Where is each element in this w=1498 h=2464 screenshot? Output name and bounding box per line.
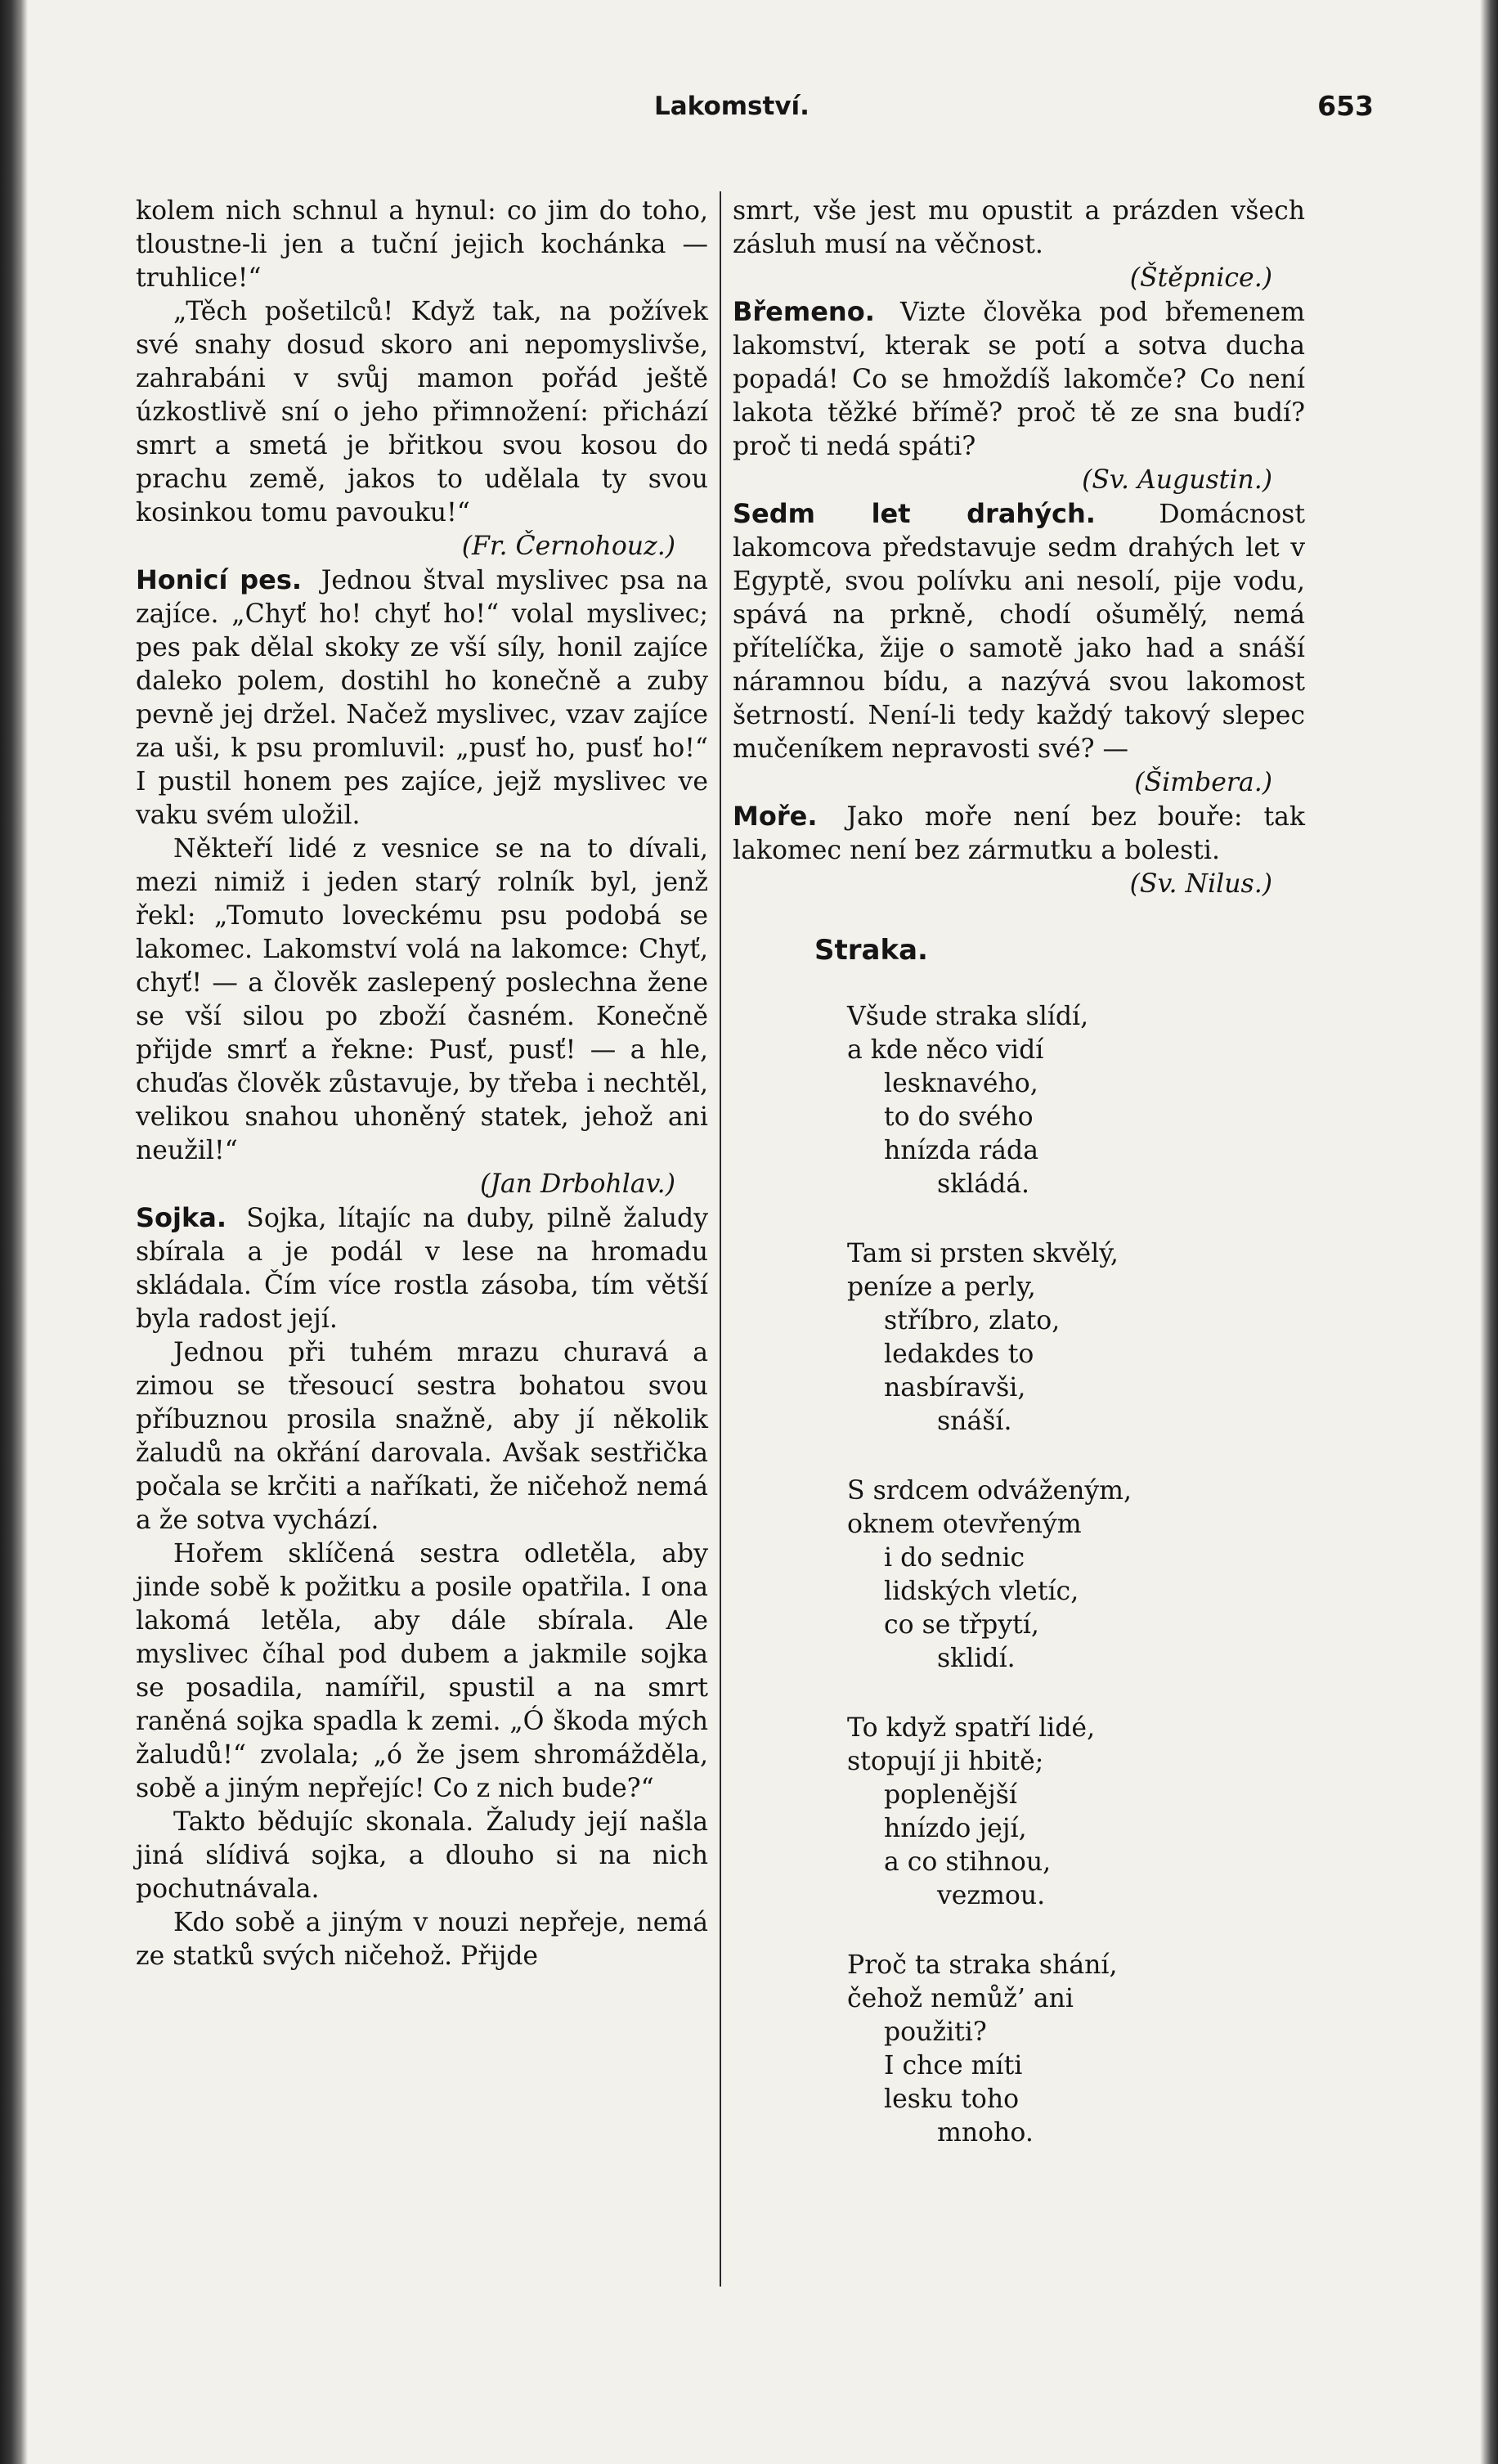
entry-heading: Sojka. [136, 1202, 227, 1233]
entry-paragraph [136, 563, 708, 833]
paragraph [136, 295, 708, 563]
entry-paragraph [136, 1201, 708, 1336]
attribution: (Šimbera.) [1134, 768, 1272, 797]
page-edge-shadow-left [0, 0, 28, 2464]
poem-stanza [847, 1237, 1305, 1438]
entry-paragraph [733, 295, 1305, 497]
poem-line: to do svého [884, 1102, 1034, 1132]
attribution: (Fr. Černohouz.) [461, 532, 675, 561]
poem-line: S srdcem odváženým, [847, 1476, 1132, 1506]
left-column [136, 195, 708, 1973]
poem-line: sklidí. [937, 1644, 1016, 1673]
poem-line: skládá. [937, 1169, 1030, 1199]
attribution: (Jan Drbohlav.) [480, 1169, 675, 1199]
poem-stanza [847, 1712, 1305, 1913]
paragraph-text: Někteří lidé z vesnice se na to dívali, mezi nimiž i jeden starý rolník byl, jenž řekl: „Tomuto loveckému psu podobá se lakomec. Lakomství volá na lakomce: Chyť, chyť! — a člověk zaslepený poslechna žene se vší silou po zboží časném. Konečně přijde smrť a řekne: Pusť, pusť! — a hle, chuďas člověk zůstavuje, by třeba i nechtěl, velikou snahou uhoněný statek, jehož ani neužil!“ [136, 834, 708, 1165]
poem-title: Straka. [814, 934, 928, 967]
poem-line: hnízdo její, [884, 1814, 1027, 1843]
right-column [733, 195, 1305, 2186]
poem-line: nasbíravši, [884, 1373, 1026, 1403]
poem-line: Tam si prsten skvělý, [847, 1239, 1119, 1268]
paragraph: Takto bědujíc skonala. Žaludy její našla jiná slídivá sojka, a dlouho si na nich pochutnávala. [136, 1807, 708, 1904]
poem-line: vezmou. [937, 1881, 1046, 1910]
attribution: (Sv. Nilus.) [1129, 869, 1272, 899]
paragraph [136, 833, 708, 1201]
poem-line: mnoho. [937, 2118, 1034, 2148]
poem-line: lidských vletíc, [884, 1577, 1079, 1606]
entry-heading: Moře. [733, 801, 818, 832]
poem-line: snáší. [937, 1407, 1012, 1436]
paragraph: kolem nich schnul a hynul: co jim do toho, tloustne-li jen a tuční jejich kochánka — truhlice!“ [136, 196, 708, 293]
paragraph-text: Domácnost lakomcova představuje sedm drahých let v Egyptě, svou polívku ani nesolí, pije vodu, spává na prkně, chodí ošumělý, nemá přítelíčka, žije o samotě jako had a snáší náramnou bídu, a nazývá svou lakomost šetrností. Není-li tedy každý takový slepec mučeníkem nepravosti své? — [733, 500, 1305, 764]
poem-line: poplenější [884, 1780, 1017, 1810]
paragraph-text: Vizte člověka pod břemenem lakomství, kterak se potí a sotva ducha popadá! Co se hmoždíš lakomče? Co není lakota těžké břímě? proč tě ze sna budí? proč ti nedá spáti? [733, 298, 1305, 461]
paragraph: Jednou při tuhém mrazu churavá a zimou se třesoucí sestra bohatou svou příbuznou prosila snažně, aby jí několik žaludů na okřání darovala. Avšak sestřička počala se krčiti a naříkati, že ničehož nemá a že sotva vychází. [136, 1338, 708, 1535]
poem-line: lesku toho [884, 2085, 1020, 2114]
paragraph: Kdo sobě a jiným v nouzi nepřeje, nemá ze statků svých ničehož. Přijde [136, 1908, 708, 1971]
poem-stanza [847, 1949, 1305, 2150]
poem-line: hnízda ráda [884, 1136, 1038, 1165]
attribution: (Sv. Augustin.) [1082, 465, 1272, 495]
column-divider [720, 191, 721, 2287]
paragraph-text: „Těch pošetilců! Když tak, na požívek své snahy dosud skoro ani nepomyslivše, zahrabáni v svůj mamon pořád ještě úzkostlivě sní o jeho přimnožení: přichází smrt a smetá je břitkou svou kosou do prachu země, jakos to udělala ty svou kosinkou tomu pavouku!“ [136, 297, 708, 527]
poem-line: i do sednic [884, 1543, 1025, 1573]
poem-line: I chce míti [884, 2051, 1023, 2080]
poem-line: a co stihnou, [884, 1847, 1052, 1877]
poem-line: použiti? [884, 2017, 987, 2047]
entry-heading: Sedm let drahých. [733, 498, 1096, 529]
entry-heading: Honicí pes. [136, 564, 303, 595]
poem-line: čehož nemůž’ ani [847, 1984, 1074, 2013]
poem-line: ledakdes to [884, 1340, 1034, 1369]
paragraph-text: Jednou štval myslivec psa na zajíce. „Chyť ho! chyť ho!“ volal myslivec; pes pak dělal skoky ze vší síly, honil zajíce daleko polem, dostihl ho konečně a zuby pevně jej držel. Načež myslivec, vzav zajíce za uši, k psu promluvil: „pusť ho, pusť ho!“ I pustil honem pes zajíce, jejž myslivec ve vaku svém uložil. [136, 566, 708, 830]
poem-line: To když spatří lidé, [847, 1713, 1096, 1743]
page-edge-shadow-right [1480, 0, 1498, 2464]
poem-line: stopují ji hbitě; [847, 1747, 1044, 1776]
paragraph-text: Sojka, lítajíc na duby, pilně žaludy sbírala a je podál v lese na hromadu skládala. Čím více rostla zásoba, tím větší byla radost její. [136, 1204, 709, 1334]
poem-stanza [847, 1474, 1305, 1676]
paragraph [733, 195, 1305, 295]
paragraph-text: Jako moře není bez bouře: tak lakomec není bez zármutku a bolesti. [733, 802, 1305, 865]
poem-line: Proč ta straka shání, [847, 1950, 1118, 1980]
poem-line: peníze a perly, [847, 1272, 1036, 1302]
entry-paragraph [733, 497, 1305, 800]
paragraph: Hořem sklíčená sestra odletěla, aby jinde sobě k požitku a posile opatřila. I ona lakomá letěla, aby dále sbírala. Ale myslivec číhal pod dubem a jakmile sojka se posadila, namířil, spustil a na smrt raněná sojka spadla k zemi. „Ó škoda mých žaludů!“ zvolala; „ó že jsem shromážděla, sobě a jiným nepřejíc! Co z nich bude?“ [136, 1539, 708, 1803]
poem-line: a kde něco vidí [847, 1035, 1044, 1065]
poem-line: oknem otevřeným [847, 1510, 1082, 1539]
attribution: (Štěpnice.) [1129, 263, 1272, 293]
poem-line: stříbro, zlato, [884, 1306, 1061, 1335]
poem-line: Všude straka slídí, [847, 1002, 1089, 1031]
running-head: Lakomství. [654, 92, 810, 121]
poem-line: lesknavého, [884, 1069, 1038, 1098]
poem [733, 1000, 1305, 2150]
poem-stanza [847, 1000, 1305, 1201]
page-number: 653 [1317, 90, 1374, 122]
entry-heading: Břemeno. [733, 296, 875, 327]
poem-line: co se třpytí, [884, 1610, 1039, 1640]
entry-paragraph [733, 800, 1305, 901]
paragraph-text: smrt, vše jest mu opustit a prázden všech zásluh musí na věčnost. [733, 196, 1305, 259]
